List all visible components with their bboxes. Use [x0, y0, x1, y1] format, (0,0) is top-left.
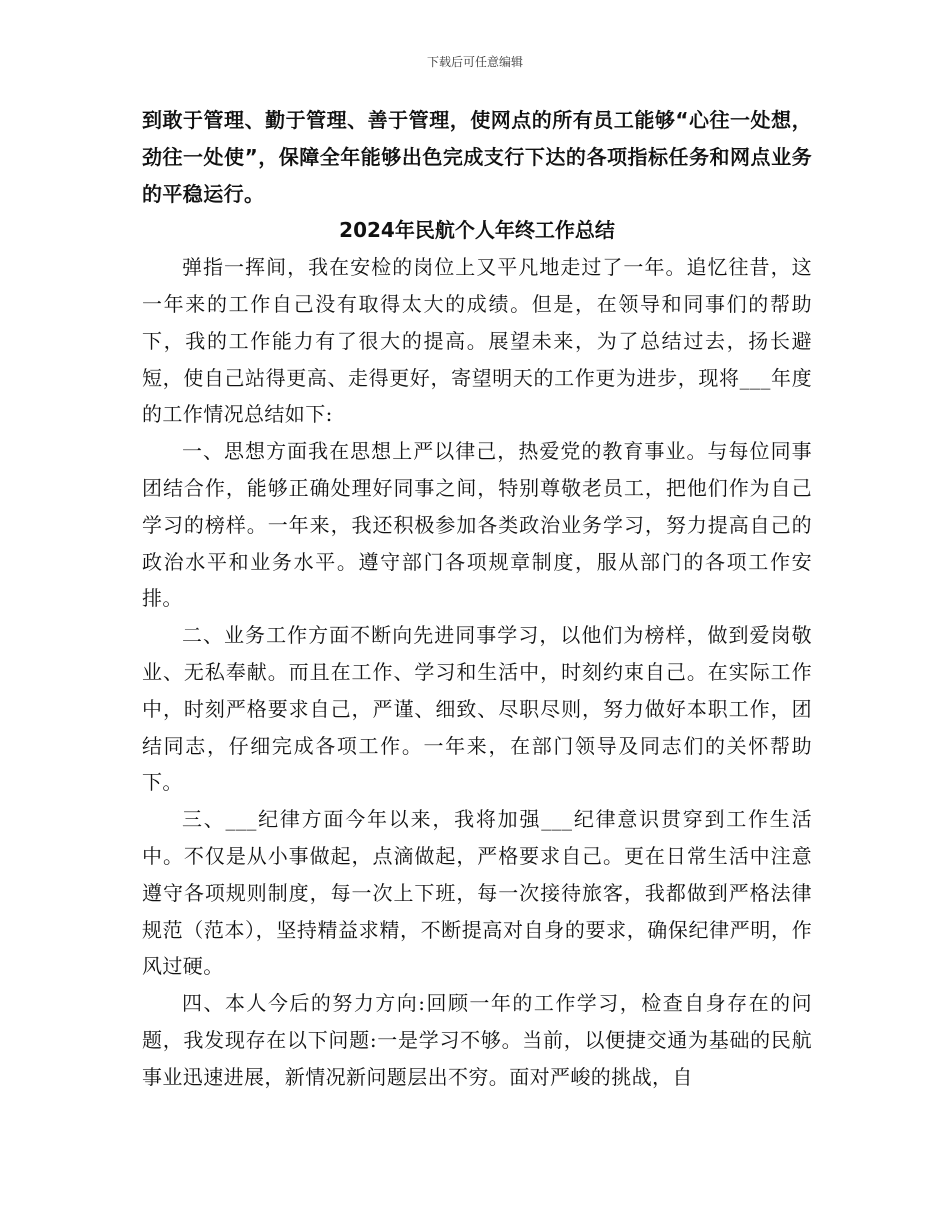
- document-title: 2024年民航个人年终工作总结: [339, 218, 615, 243]
- paragraph-section-4: 四、本人今后的努力方向:回顾一年的工作学习，检查自身存在的问题，我发现存在以下问题:一是学习不够。当前，以便捷交通为基础的民航事业迅速进展，新情况新问题层出不穷。面对严峻的挑战，自: [142, 991, 812, 1089]
- paragraph-intro: 弹指一挥间，我在安检的岗位上又平凡地走过了一年。追忆往昔，这一年来的工作自己没有取得太大的成绩。但是，在领导和同事们的帮助下，我的工作能力有了很大的提高。展望未来，为了总结过去，扬长避短，使自己站得更高、走得更好，寄望明天的工作更为进步，现将___年度的工作情况总结如下:: [142, 255, 812, 427]
- paragraph-section-2: 二、业务工作方面不断向先进同事学习，以他们为榜样，做到爱岗敬业、无私奉献。而且在工作、学习和生活中，时刻约束自己。在实际工作中，时刻严格要求自己，严谨、细致、尽职尽则，努力做好本职工作，团结同志，仔细完成各项工作。一年来，在部门领导及同志们的关怀帮助下。: [142, 623, 812, 795]
- page-header-note: 下载后可任意编辑: [426, 55, 523, 69]
- paragraph-section-1: 一、思想方面我在思想上严以律己，热爱党的教育事业。与每位同事团结合作，能够正确处理好同事之间，特别尊敬老员工，把他们作为自己学习的榜样。一年来，我还积极参加各类政治业务学习，努力提高自己的政治水平和业务水平。遵守部门各项规章制度，服从部门的各项工作安排。: [142, 439, 812, 611]
- opening-paragraph: 到敢于管理、勤于管理、善于管理，使网点的所有员工能够“心往一处想，劲往一处使”，保障全年能够出色完成支行下达的各项指标任务和网点业务的平稳运行。: [142, 108, 812, 206]
- document-body: [142, 102, 812, 1096]
- paragraph-section-3: 三、___纪律方面今年以来，我将加强___纪律意识贯穿到工作生活中。不仅是从小事做起，点滴做起，严格要求自己。更在日常生活中注意遵守各项规则制度，每一次上下班，每一次接待旅客，我都做到严格法律规范（范本），坚持精益求精，不断提高对自身的要求，确保纪律严明，作风过硬。: [142, 807, 812, 979]
